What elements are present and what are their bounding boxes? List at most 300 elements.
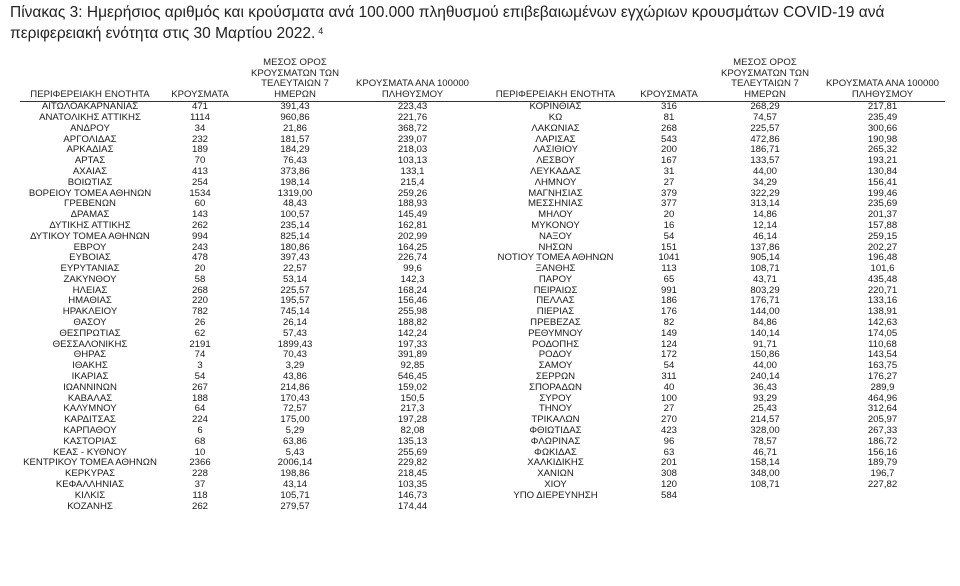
right-avg7-cell: 14,86	[752, 209, 777, 221]
right-avg7-cell: 176,71	[750, 296, 780, 307]
left-region-cell: ΗΛΕΙΑΣ	[72, 285, 108, 296]
left-avg7-cell: 63,86	[282, 436, 307, 447]
left-per100k-cell: 255,98	[397, 307, 428, 318]
right-region-cell: ΦΘΙΩΤΙΔΑΣ	[529, 425, 582, 437]
right-per100k-cell: 163,75	[867, 361, 898, 372]
left-region-cell: ΔΥΤΙΚΗΣ ΑΤΤΙΚΗΣ	[49, 220, 131, 231]
left-cases-cell: 70	[194, 155, 206, 167]
right-avg7-cell: 140,14	[750, 328, 780, 339]
right-cases-cell: 96	[663, 436, 675, 447]
right-per100k-cell: 176,27	[867, 371, 898, 383]
left-region-cell: ΒΟΡΕΙΟΥ ΤΟΜΕΑ ΑΘΗΝΩΝ	[28, 188, 152, 199]
right-region-cell: ΝΟΤΙΟΥ ΤΟΜΕΑ ΑΘΗΝΩΝ	[497, 253, 614, 264]
right-avg7-cell: 34,29	[752, 177, 777, 188]
left-per100k-cell: 82,08	[400, 425, 425, 437]
right-region-cell: ΧΑΛΚΙΔΙΚΗΣ	[527, 458, 584, 469]
right-region-cell: ΠΡΕΒΕΖΑΣ	[530, 317, 581, 329]
right-per100k-cell: 174,05	[867, 328, 898, 339]
right-per100k-cell: 265,32	[867, 145, 898, 156]
table-row	[20, 458, 945, 469]
right-avg7-cell: 93,29	[752, 393, 777, 404]
table-row	[20, 221, 945, 232]
column-gap	[475, 318, 483, 329]
left-region-cell: ΑΧΑΪΑΣ	[72, 166, 108, 177]
right-avg7-cell: 46,14	[752, 231, 777, 242]
right-avg7-cell: 348,00	[750, 469, 780, 480]
left-avg7-cell: 825,14	[280, 231, 310, 242]
right-cases-cell: 201	[660, 458, 677, 469]
left-cases-cell: 228	[191, 469, 208, 480]
table-row	[20, 210, 945, 221]
column-gap	[475, 350, 483, 361]
left-cases-cell: 471	[191, 101, 208, 113]
right-cases-cell: 991	[660, 285, 677, 296]
left-per100k-cell: 150,5	[400, 393, 425, 404]
column-gap	[475, 167, 483, 178]
footnote-marker: 4	[318, 26, 324, 36]
left-region-cell: ΚΑΛΥΜΝΟΥ	[63, 404, 117, 415]
left-cases-cell: 224	[191, 415, 208, 426]
right-cases-cell: 40	[663, 382, 675, 393]
right-avg7-cell: 78,57	[752, 436, 777, 447]
left-cases-cell: 994	[191, 231, 208, 242]
right-per100k-cell: 205,97	[867, 415, 898, 426]
left-region-cell: ΑΡΓΟΛΙΔΑΣ	[63, 134, 117, 145]
table-caption	[10, 2, 955, 44]
left-avg7-cell: 214,86	[280, 382, 310, 393]
right-per100k-cell: 300,66	[867, 123, 898, 134]
right-cases-cell: 113	[661, 263, 677, 275]
table-row	[20, 491, 945, 502]
column-gap	[475, 329, 483, 340]
column-gap	[475, 113, 483, 124]
right-avg7-cell: 268,29	[750, 101, 780, 113]
column-gap	[475, 415, 483, 426]
right-per100k-cell: 130,84	[867, 166, 898, 177]
left-per100k-cell: 133,1	[400, 166, 425, 177]
left-per100k-cell: 103,35	[397, 479, 428, 491]
column-gap	[475, 501, 483, 512]
right-avg7-cell: 108,71	[750, 479, 780, 491]
right-per100k-cell	[820, 501, 945, 512]
left-per100k-cell: 145,49	[397, 209, 428, 221]
header-per100k-right: ΚΡΟΥΣΜΑΤΑ ΑΝΑ 100000 ΠΛΗΘΥΣΜΟΥ	[820, 58, 945, 102]
right-cases-cell: 151	[660, 242, 677, 253]
table-row	[20, 340, 945, 351]
left-region-cell: ΓΡΕΒΕΝΩΝ	[64, 199, 116, 210]
left-cases-cell: 68	[194, 436, 206, 447]
table-row	[20, 145, 945, 156]
left-per100k-cell: 546,45	[397, 371, 428, 383]
right-avg7-cell: 214,57	[750, 415, 780, 426]
column-gap	[475, 404, 483, 415]
column-gap	[475, 188, 483, 199]
column-gap	[475, 275, 483, 286]
left-region-cell: ΖΑΚΥΝΘΟΥ	[63, 274, 117, 285]
table-row	[20, 350, 945, 361]
column-gap	[475, 361, 483, 372]
column-gap	[475, 242, 483, 253]
right-region-cell: ΣΥΡΟΥ	[539, 393, 572, 404]
left-per100k-cell: 202,99	[397, 231, 428, 242]
right-region-cell: ΥΠΟ ΔΙΕΡΕΥΝΗΣΗ	[513, 490, 598, 501]
left-cases-cell: 62	[194, 328, 206, 339]
right-avg7-cell	[710, 501, 820, 512]
column-gap	[475, 264, 483, 275]
column-gap	[475, 491, 483, 502]
right-region-cell: ΚΟΡΙΝΘΙΑΣ	[529, 101, 582, 113]
right-avg7-cell: 137,86	[750, 242, 780, 253]
left-per100k-cell: 215,4	[400, 177, 425, 188]
left-cases-cell: 220	[191, 296, 208, 307]
right-avg7-cell: 328,00	[750, 425, 780, 437]
right-avg7-cell: 158,14	[750, 458, 780, 469]
right-per100k-cell: 196,48	[867, 253, 898, 264]
column-gap	[475, 178, 483, 189]
left-region-cell: ΚΟΖΑΝΗΣ	[67, 501, 113, 512]
right-region-cell: ΠΙΕΡΙΑΣ	[536, 307, 575, 318]
left-cases-cell: 118	[192, 490, 208, 501]
left-avg7-cell: 198,14	[280, 177, 310, 188]
right-region-cell: ΛΕΥΚΑΔΑΣ	[530, 166, 581, 177]
left-per100k-cell: 142,3	[400, 274, 425, 285]
right-region-cell: ΜΗΛΟΥ	[538, 209, 573, 221]
left-avg7-cell: 373,86	[280, 166, 310, 177]
table-row	[20, 124, 945, 135]
right-avg7-cell: 91,71	[752, 339, 777, 350]
table-row	[20, 178, 945, 189]
right-per100k-cell: 220,71	[867, 285, 898, 296]
left-per100k-cell: 197,33	[397, 339, 428, 350]
left-region-cell: ΚΑΒΑΛΑΣ	[67, 393, 113, 404]
table-row	[20, 372, 945, 383]
header-avg-left: ΜΕΣΟΣ ΟΡΟΣ ΚΡΟΥΣΜΑΤΩΝ ΤΩΝ ΤΕΛΕΥΤΑΙΩΝ 7 ΗΜΕΡΩΝ	[240, 58, 350, 102]
left-cases-cell: 2191	[189, 339, 211, 350]
left-avg7-cell: 5,29	[285, 425, 305, 437]
left-per100k-cell: 99,6	[403, 263, 422, 275]
table-row	[20, 501, 945, 512]
right-cases-cell: 379	[660, 188, 677, 199]
left-region-cell: ΚΕΡΚΥΡΑΣ	[64, 469, 115, 480]
right-avg7-cell: 108,71	[750, 263, 780, 275]
left-region-cell: ΚΕΑΣ - ΚΥΘΝΟΥ	[53, 447, 127, 458]
left-region-cell: ΔΡΑΜΑΣ	[70, 209, 110, 221]
left-per100k-cell: 391,89	[397, 350, 428, 361]
left-avg7-cell: 57,43	[282, 328, 307, 339]
left-per100k-cell: 174,44	[397, 501, 428, 512]
right-per100k-cell	[820, 491, 945, 502]
left-region-cell: ΒΟΙΩΤΙΑΣ	[67, 177, 113, 188]
column-gap	[475, 124, 483, 135]
column-gap	[475, 296, 483, 307]
left-avg7-cell: 43,86	[282, 371, 307, 383]
right-avg7-cell: 186,71	[750, 145, 780, 156]
right-avg7-cell: 240,14	[750, 371, 780, 383]
right-per100k-cell: 143,54	[867, 350, 898, 361]
left-avg7-cell: 3,29	[285, 361, 305, 372]
right-region-cell: ΧΑΝΙΩΝ	[537, 469, 574, 480]
left-region-cell: ΚΕΝΤΡΙΚΟΥ ΤΟΜΕΑ ΑΘΗΝΩΝ	[23, 458, 157, 469]
table-row	[20, 167, 945, 178]
right-cases-cell: 200	[660, 145, 677, 156]
left-region-cell: ΙΩΑΝΝΙΝΩΝ	[63, 382, 117, 393]
left-per100k-cell: 164,25	[397, 242, 428, 253]
right-avg7-cell: 25,43	[752, 404, 777, 415]
left-avg7-cell: 1899,43	[277, 339, 313, 350]
left-avg7-cell: 391,43	[280, 101, 310, 113]
right-cases-cell: 27	[663, 177, 675, 188]
column-gap	[475, 448, 483, 459]
right-region-cell: ΡΕΘΥΜΝΟΥ	[528, 328, 583, 339]
left-cases-cell: 478	[191, 253, 208, 264]
left-region-cell: ΕΒΡΟΥ	[73, 242, 107, 253]
left-region-cell: ΑΡΤΑΣ	[74, 155, 106, 167]
right-cases-cell: 81	[663, 112, 675, 123]
left-avg7-cell: 960,86	[280, 112, 310, 123]
right-region-cell: ΣΕΡΡΩΝ	[535, 371, 576, 383]
table-row	[20, 232, 945, 243]
left-avg7-cell: 279,57	[280, 501, 310, 512]
right-cases-cell: 311	[661, 371, 677, 383]
right-cases-cell: 27	[663, 404, 675, 415]
left-region-cell: ΚΕΦΑΛΛΗΝΙΑΣ	[55, 479, 125, 491]
table-row	[20, 156, 945, 167]
column-gap	[475, 199, 483, 210]
left-region-cell: ΑΝΔΡΟΥ	[70, 123, 110, 134]
right-per100k-cell: 186,72	[867, 436, 898, 447]
right-avg7-cell: 133,57	[750, 155, 780, 167]
right-per100k-cell: 235,49	[867, 112, 898, 123]
left-avg7-cell: 43,14	[282, 479, 307, 491]
table-row	[20, 383, 945, 394]
left-per100k-cell: 142,24	[397, 328, 428, 339]
table-row	[20, 307, 945, 318]
right-cases-cell: 54	[663, 361, 675, 372]
left-cases-cell: 54	[194, 371, 206, 383]
right-per100k-cell: 110,68	[868, 339, 897, 350]
column-gap	[475, 102, 483, 113]
left-avg7-cell: 397,43	[280, 253, 310, 264]
right-cases-cell: 176	[660, 307, 677, 318]
column-gap	[475, 480, 483, 491]
right-region-cell: ΤΗΝΟΥ	[538, 404, 573, 415]
right-avg7-cell: 44,00	[752, 361, 777, 372]
right-cases-cell: 167	[660, 155, 677, 167]
table-row	[20, 426, 945, 437]
left-cases-cell: 3	[197, 361, 203, 372]
column-gap	[475, 307, 483, 318]
right-cases-cell: 172	[660, 350, 677, 361]
left-region-cell: ΔΥΤΙΚΟΥ ΤΟΜΕΑ ΑΘΗΝΩΝ	[30, 231, 150, 242]
right-cases-cell: 124	[660, 339, 677, 350]
right-cases-cell: 270	[660, 415, 677, 426]
left-per100k-cell: 218,03	[397, 145, 428, 156]
left-avg7-cell: 170,43	[280, 393, 310, 404]
right-region-cell: ΤΡΙΚΑΛΩΝ	[531, 415, 580, 426]
left-region-cell: ΚΑΡΠΑΘΟΥ	[63, 425, 117, 437]
column-gap	[475, 383, 483, 394]
left-cases-cell: 26	[194, 317, 206, 329]
right-per100k-cell: 156,16	[867, 447, 898, 458]
left-avg7-cell: 745,14	[280, 307, 310, 318]
table-body	[20, 102, 945, 513]
left-per100k-cell: 168,24	[397, 285, 428, 296]
right-per100k-cell: 435,48	[867, 274, 898, 285]
right-region-cell: ΚΩ	[548, 112, 563, 123]
right-per100k-cell: 217,81	[867, 101, 898, 113]
left-per100k-cell: 226,74	[397, 253, 428, 264]
left-region-cell: ΑΝΑΤΟΛΙΚΗΣ ΑΤΤΙΚΗΣ	[39, 112, 141, 123]
left-per100k-cell: 239,07	[397, 134, 428, 145]
column-gap	[475, 156, 483, 167]
table-row	[20, 275, 945, 286]
left-avg7-cell: 2006,14	[277, 458, 313, 469]
table-row	[20, 329, 945, 340]
right-region-cell: ΛΑΡΙΣΑΣ	[535, 134, 576, 145]
table-row	[20, 480, 945, 491]
right-cases-cell: 100	[660, 393, 677, 404]
left-region-cell: ΚΙΛΚΙΣ	[74, 490, 106, 501]
right-avg7-cell: 472,86	[750, 134, 780, 145]
right-cases-cell: 63	[663, 447, 675, 458]
left-per100k-cell: 197,28	[397, 415, 428, 426]
right-per100k-cell: 235,69	[867, 199, 898, 210]
left-cases-cell: 254	[191, 177, 208, 188]
left-avg7-cell: 181,57	[280, 134, 310, 145]
right-cases-cell: 308	[660, 469, 677, 480]
left-per100k-cell: 255,69	[397, 447, 428, 458]
left-cases-cell: 267	[191, 382, 208, 393]
right-region-cell: ΠΕΛΛΑΣ	[536, 296, 575, 307]
right-per100k-cell: 464,96	[867, 393, 898, 404]
right-cases-cell: 584	[660, 490, 677, 501]
left-avg7-cell: 195,57	[280, 296, 310, 307]
left-cases-cell: 268	[191, 285, 208, 296]
right-cases-cell: 149	[660, 328, 677, 339]
right-cases-cell: 82	[663, 317, 675, 329]
left-cases-cell: 2366	[189, 458, 211, 469]
column-gap	[475, 372, 483, 383]
left-avg7-cell: 5,43	[285, 447, 305, 458]
left-region-cell: ΙΘΑΚΗΣ	[72, 361, 108, 372]
left-per100k-cell: 159,02	[397, 382, 428, 393]
left-per100k-cell: 146,73	[397, 490, 428, 501]
left-per100k-cell: 218,45	[397, 469, 428, 480]
header-cases-right: ΚΡΟΥΣΜΑΤΑ	[628, 58, 710, 102]
right-cases-cell: 31	[663, 166, 675, 177]
left-per100k-cell: 223,43	[397, 101, 428, 113]
right-per100k-cell: 142,63	[867, 317, 898, 329]
left-cases-cell: 262	[191, 220, 208, 231]
left-avg7-cell: 105,71	[280, 490, 310, 501]
right-per100k-cell: 201,37	[867, 209, 898, 221]
left-cases-cell: 232	[191, 134, 208, 145]
left-cases-cell: 188	[191, 393, 208, 404]
right-cases-cell: 120	[660, 479, 677, 491]
right-per100k-cell: 289,9	[870, 382, 895, 393]
table-row	[20, 296, 945, 307]
right-avg7-cell: 313,14	[750, 199, 780, 210]
left-avg7-cell: 184,29	[280, 145, 310, 156]
left-per100k-cell: 135,13	[397, 436, 428, 447]
right-per100k-cell: 227,82	[867, 479, 898, 491]
column-gap	[475, 134, 483, 145]
column-gap	[475, 221, 483, 232]
right-per100k-cell: 312,64	[867, 404, 898, 415]
header-avg-right: ΜΕΣΟΣ ΟΡΟΣ ΚΡΟΥΣΜΑΤΩΝ ΤΩΝ ΤΕΛΕΥΤΑΙΩΝ 7 ΗΜΕΡΩΝ	[710, 58, 820, 102]
covid-regional-table	[20, 58, 945, 512]
left-avg7-cell: 48,43	[282, 199, 307, 210]
left-avg7-cell: 22,57	[282, 263, 307, 275]
right-cases-cell: 186	[660, 296, 677, 307]
column-gap	[475, 58, 483, 102]
left-per100k-cell: 229,82	[397, 458, 428, 469]
left-region-cell: ΘΗΡΑΣ	[73, 350, 107, 361]
table-row	[20, 318, 945, 329]
column-gap	[475, 286, 483, 297]
right-avg7-cell: 46,71	[752, 447, 777, 458]
right-cases-cell: 377	[660, 199, 677, 210]
table-row	[20, 134, 945, 145]
left-region-cell: ΚΑΣΤΟΡΙΑΣ	[63, 436, 117, 447]
left-avg7-cell: 76,43	[282, 155, 307, 167]
right-cases-cell: 16	[663, 220, 675, 231]
right-region-cell: ΜΕΣΣΗΝΙΑΣ	[527, 199, 584, 210]
right-region-cell: ΣΠΟΡΑΔΩΝ	[529, 382, 582, 393]
column-gap	[475, 340, 483, 351]
right-avg7-cell: 150,86	[750, 350, 780, 361]
right-avg7-cell: 84,86	[752, 317, 777, 329]
right-avg7-cell: 74,57	[752, 112, 777, 123]
right-region-cell: ΝΑΞΟΥ	[538, 231, 573, 242]
right-region-cell: ΦΩΚΙΔΑΣ	[534, 447, 577, 458]
left-per100k-cell: 156,46	[397, 296, 428, 307]
left-avg7-cell: 26,14	[282, 317, 307, 329]
right-cases-cell: 268	[660, 123, 677, 134]
right-avg7-cell: 905,14	[750, 253, 780, 264]
table-row	[20, 253, 945, 264]
column-gap	[475, 458, 483, 469]
table-row	[20, 188, 945, 199]
left-avg7-cell: 21,86	[282, 123, 307, 134]
right-cases-cell: 54	[663, 231, 675, 242]
right-per100k-cell: 138,91	[867, 307, 898, 318]
right-per100k-cell: 259,15	[867, 231, 898, 242]
right-region-cell: ΧΙΟΥ	[544, 479, 567, 491]
right-region-cell: ΜΑΓΝΗΣΙΑΣ	[528, 188, 583, 199]
right-per100k-cell: 196,7	[870, 469, 895, 480]
table-row	[20, 199, 945, 210]
header-region-right: ΠΕΡΙΦΕΡΕΙΑΚΗ ΕΝΟΤΗΤΑ	[483, 58, 628, 102]
right-cases-cell: 20	[663, 209, 675, 221]
left-per100k-cell: 92,85	[400, 361, 425, 372]
table-row	[20, 102, 945, 113]
left-cases-cell: 64	[194, 404, 206, 415]
left-per100k-cell: 162,81	[397, 220, 428, 231]
right-per100k-cell: 157,88	[867, 220, 898, 231]
left-cases-cell: 262	[191, 501, 208, 512]
left-avg7-cell: 175,00	[280, 415, 310, 426]
right-region-cell: ΡΟΔΟΥ	[538, 350, 573, 361]
left-per100k-cell: 368,72	[397, 123, 428, 134]
left-region-cell: ΑΡΚΑΔΙΑΣ	[66, 145, 114, 156]
right-per100k-cell: 190,98	[867, 134, 898, 145]
right-cases-cell: 65	[663, 274, 675, 285]
table-row	[20, 113, 945, 124]
right-region-cell: ΠΕΙΡΑΙΩΣ	[533, 285, 578, 296]
column-gap	[475, 145, 483, 156]
right-avg7-cell	[710, 491, 820, 502]
